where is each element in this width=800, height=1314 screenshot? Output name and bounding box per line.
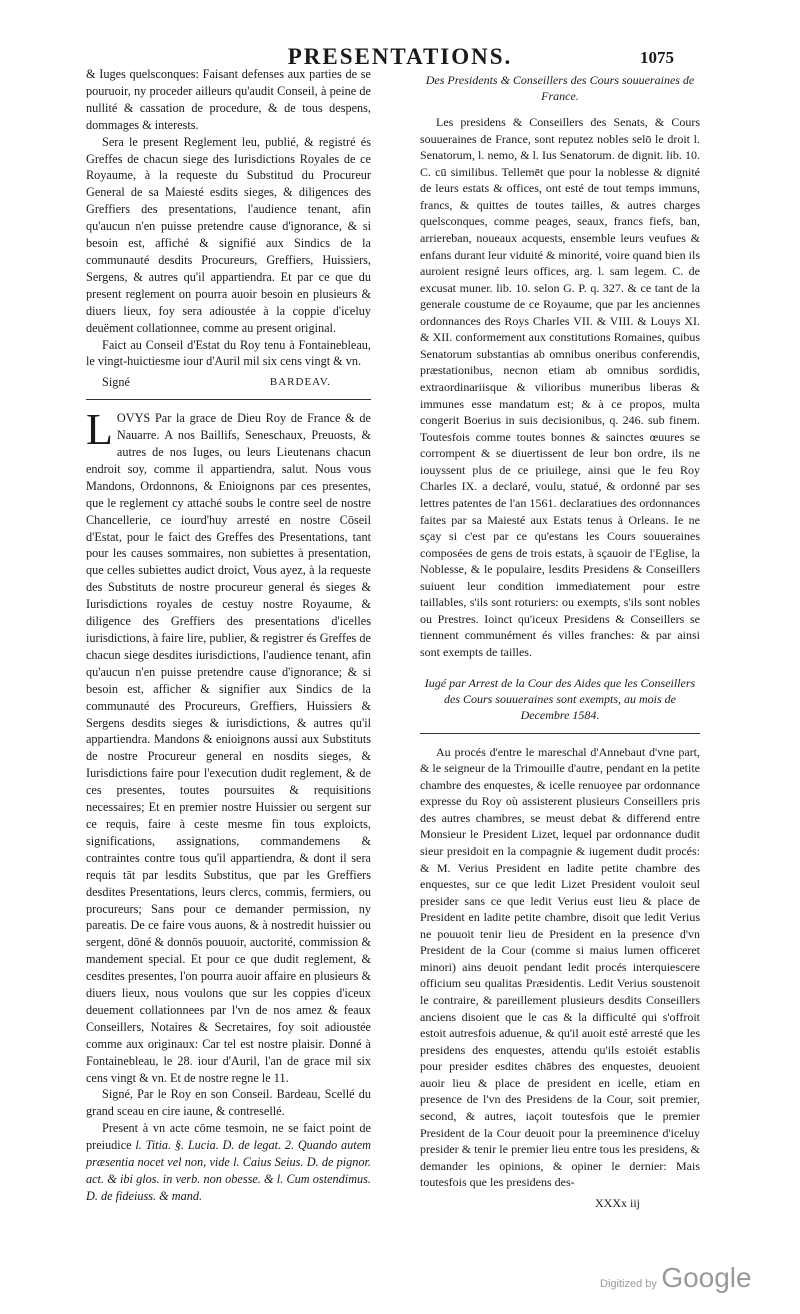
right-paragraph-1: Les presidens & Conseillers des Senats, & Cours souueraines de France, sont reputez nobles selō le droit l. Senatorum, l. nemo, & l. Ius Senatorum. de dignit. lib. 10. C. cū similibus. Tellemēt que pour la noblesse & dignité de leurs estats & offices, ont esté de tout temps immuns, francs, & quittes de toutes tailles, & autres charges quelsconques, comme peages, seaux, francs fiefs, ban, arriereban, noueaux acquests, ensemble leurs veufues & enfans durant leur viduité & minorité, voire quand bien ils auroient resigné leurs offices, arg. l. sam legem. C. de excusat muner. lib. 10. selon G. P. q. 327. & ce tant de la generale coustume de ce Royaume, que par les anciennes ordonnances des Roys Charles VII. & VIII. & Louys XI. & XII. conformement aux constitutions Romaines, quibus Senatorum substantias ab omnibus oneribus conferendis, præstationibus, necnon etiam ab omnibus sordidis, extraordinariisque & vilioribus muneribus liberas & immunes esse mandatum est; & à ce propos, multa congerit Boerius in suis decisionibus, q. 246. sub finem. Toutesfois comme toutes bonnes & sainctes œuures se corrompent & se diuertissent de leur bon ordre, ils ne iouyssent plus de ce priuilege, ainsi que le feu Roy Charles IX. a declaré, voulu, statué, & ordonné par ses lettres patentes de l'an 1561. declaratiues des ordonnances faites par sa Maiesté aux Estats tenus à Orleans. Ie ne sçay si c'est par ce qu'estans les Cours souueraines composées de gens de trois estats, à sçauoir de l'Eglise, la Noblesse, & le populaire, lesdits Presidens & Conseillers suiuent leur condition immediatement pour estre taillables, s'ils sont roturiers: ou exempts, s'ils sont nobles ou Prestres. Ioinct qu'iceux Presidens & Conseillers se tiennent communément és villes franches: & par ainsi sont exempts de tailles. bbox=[420, 115, 700, 659]
letters-patent-text: OVYS Par la grace de Dieu Roy de France & de Nauarre. A nos Baillifs, Seneschaux, Preuosts, & autres de nos Iuges, ou leurs Lieutenans chacun endroit soy, comme il appartiendra, salut. Nous vous Mandons, Ordonnons, & Enioignons par ces presentes, que le reglement cy attaché soubs le contre seel de nostre Chancellerie, ce iourd'huy arresté en nostre Cōseil d'Estat, pour le faict des Greffes des Presentations, tant pour les causes sommaires, non subiettes à presentation, que celles subiettes audict droict, Vous ayez, à la requeste des Substituts de nostre procureur general és sieges & Iurisdictions royales de cestuy nostre Royaume, & diligence des Greffiers des presentations d'icelles iurisdictions, à faire lire, publier, & registrer és Greffes de chacun siege desdites iurisdictions, l'audience tenant, afin qu'aucun n'en puisse pretendre cause d'ignorance; & si besoin est, afficher & signifier aux Sindics de la communauté des Procureurs, Greffiers, Huissiers & Sergens desdits sieges & iurisdictions, & autres qu'il appartiendra. Mandons & enioignons aussi aux Substituts de nostre Procureur general en nosdits sieges, & Iurisdictions faire pour l'execution dudit reglement, & de ces presentes, toutes poursuites & requisitions necessaires; Et en premier nostre Huissier ou sergent sur ce requis, faire à ceste mesme fin tous exploicts, significations, assignations, commandemens & contraintes contre tous qu'il appartiendra, & dont il sera requis tāt par lesdits Substitus, que par les Greffiers desdites Presentations, leurs clercs, commis, fermiers, ou procureurs; Sans pour ce demander permission, ny pareatis. De ce faire vous auons, & à nostredit huissier ou sergent, dōné & donnōs pouuoir, auctorité, commission & mandement special. Et pour ce que dudit reglement, & cesdites presentes, l'on pourra auoir affaire en plusieurs & diuers lieux, nous voulons que sur les coppies d'iceux deuement collationnees par l'vn de nos amez & feaux Conseillers, Notaires & Secretaires, foy soit adioustée comme aux originaux: Car tel est nostre plaisir. Donné à Fontainebleau, le 28. iour d'Auril, l'an de grace mil six cens vingt & vn. Et de nostre regne le 11. bbox=[86, 411, 371, 1085]
left-paragraph-5: Signé, Par le Roy en son Conseil. Bardeau, Scellé du grand sceau en cire iaune, & contresellé. bbox=[86, 1087, 371, 1119]
drop-cap: L bbox=[86, 405, 113, 455]
right-paragraph-2: Au procés d'entre le mareschal d'Annebaut d'vne part, & le seigneur de la Trimouille d'autre, pendant en la petite chambre des enquestes, & icelle renuoyee par ordonnance expresse du Roy où assisterent plusieurs Conseillers pris des autres chambres, se meust debat & differend entre Monsieur le President Lizet, lequel par ordonnance dudit sieur presidoit en la compagnie & iugement dudit procés: & M. Verius President en ladite petite chambre des enquestes, sur ce que ledit Lizet President vouloit seul presider sans ce que ledit Verius eust lieu & place de President en ladite petite chambre, disoit que ledit Verius ne pouuoit tenir lieu de President en la presence d'vn President de la Cour (comme si maius lumen officeret minori) ains deuoit pendant ledit procés interquiescere officium seu qualitas Præsidentis. Ledit Verius soustenoit le contraire, & pareillement plusieurs desdits Conseillers anciens disoient que le cas & la difficulté qui s'offroit estoit autresfois aduenue, & qu'il auoit esté arresté que les presidens des enquestes, attendu qu'ils estoiét establis pour presider esdites chābres des enquestes, deuoient auoir lieu & place de president en icelle, etiam en presence de l'vn des Presidens de la Cour, soit premier, second, & autres, iaçoit toutesfois que le premier President de la Cour deuoit pour la preeminence d'iceluy presider & tenir le premier lieu entre tous les presidens, & demander les opinions, & opiner le dernier: Mais toutesfois que les presidens des- bbox=[420, 744, 700, 1190]
section-divider bbox=[86, 399, 371, 400]
digitized-label: Digitized by bbox=[600, 1278, 657, 1290]
left-column bbox=[86, 66, 371, 1205]
left-paragraph-6-text: Present à vn acte cōme tesmoin, ne se faict point de preiudice bbox=[86, 1121, 371, 1153]
letters-patent-paragraph bbox=[86, 405, 371, 1086]
running-title: PRESENTATIONS. bbox=[287, 44, 513, 69]
section-heading-arrest: Iugé par Arrest de la Cour des Aides que les Conseillers des Cours souueraines sont exempts, au mois de Decembre 1584. bbox=[424, 675, 696, 722]
signature-line bbox=[86, 374, 371, 391]
page-number: 1075 bbox=[640, 48, 674, 67]
left-paragraph-1: & Iuges quelsconques: Faisant defenses aux parties de se pouruoir, ny proceder ailleurs qu'audit Conseil, à peine de nullité & cassation de procedure, & de tous despens, dommages & interests. bbox=[86, 67, 371, 132]
google-logo: Google bbox=[661, 1262, 752, 1293]
right-column bbox=[420, 66, 700, 1211]
signature-name: BARDEAV. bbox=[269, 376, 331, 389]
left-paragraph-6 bbox=[86, 1120, 371, 1205]
left-paragraph-2: Sera le present Reglement leu, publié, & registré és Greffes de chacun siege des Iurisdictions Royales de ce Royaume, à la requeste du Substitud du Procureur General de sa Maiesté esdits sieges, & diligences des Greffiers des presentations, l'audience tenant, afin qu'aucun n'en puisse pretendre cause d'ignorance, & si besoin est, affiché & signifié aux Sindics de la communauté desdits Procureurs, Greffiers, Huissiers, Sergens, & autres qu'il appartiendra. Et par ce que du present reglement on pourra auoir besoin en plusieurs & diuers lieux, foy sera adioustée à la coppie d'iceluy deuëment collationnee, comme au present original. bbox=[86, 134, 371, 335]
digitized-by-watermark bbox=[600, 1262, 752, 1294]
legal-citations: l. Titia. §. Lucia. D. de legat. 2. Quando autem præsentia nocet vel non, vide l. Caius Seius. D. de pignor. act. & ibi glos. in verb. non obesse. & l. Cum ostendimus. D. de fideiuss. & mand. bbox=[86, 1138, 371, 1203]
section-heading-presidents: Des Presidents & Conseillers des Cours souueraines de France. bbox=[425, 73, 695, 103]
spacer bbox=[420, 661, 700, 669]
signature-mark: XXXx iij bbox=[595, 1195, 640, 1210]
signature-label: Signé bbox=[102, 375, 130, 390]
left-paragraph-3: Faict au Conseil d'Estat du Roy tenu à Fontainebleau, le vingt-huictiesme iour d'Auril mil six cens vingt & vn. bbox=[86, 337, 371, 369]
heading-rule bbox=[420, 733, 700, 734]
